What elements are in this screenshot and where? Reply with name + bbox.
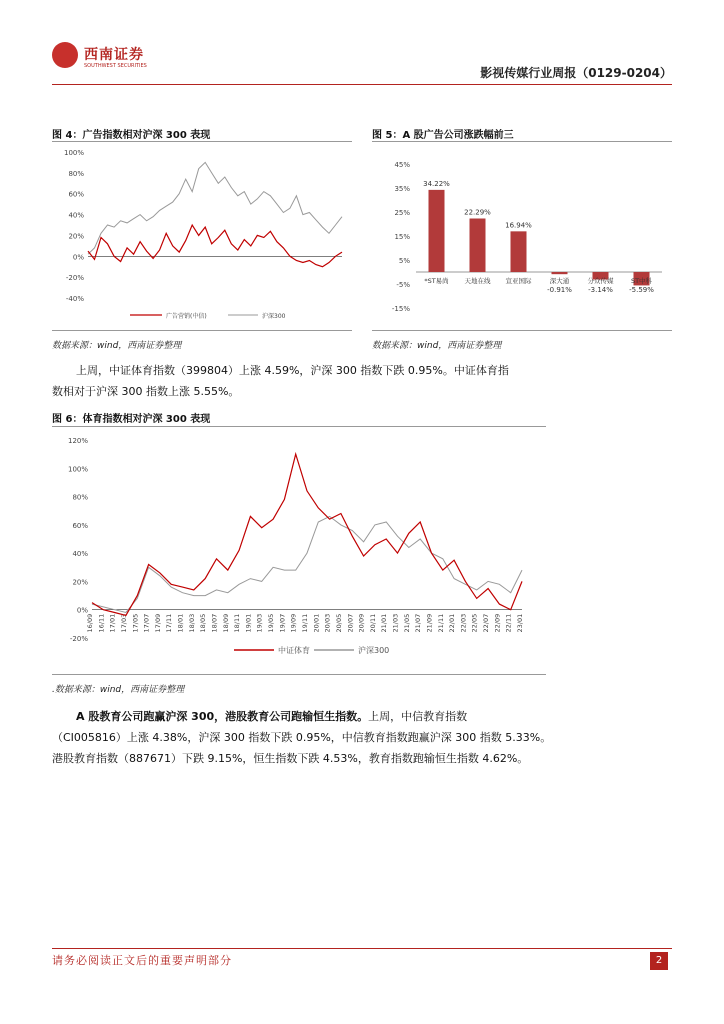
fig5-chart [372,150,672,325]
fig4-ytick-label: 60% [68,190,84,199]
para1-line1: 上周，中证体育指数（399804）上涨 4.59%，沪深 300 指数下跌 0.95%。中证体育指 [76,364,509,377]
fig6-top-rule [52,426,546,427]
fig6-xtick-label: 21/09 [425,613,434,633]
fig4-ytick-label: -40% [65,295,84,303]
fig4-y-ticks [64,149,84,303]
fig4-source: 数据来源：wind，西南证券整理 [52,341,182,351]
fig4-chart [52,144,352,329]
fig4-legend-hs300: 沪深300 [262,313,286,320]
fig6-xtick-label: 21/11 [436,613,445,633]
fig6-xtick-label: 17/09 [153,613,162,633]
fig5-bottom-rule [372,330,672,331]
fig5-category-label: ST中科 [630,277,653,285]
fig5-value-label: -5.59% [629,286,654,294]
fig6-xtick-label: 19/11 [301,613,309,633]
fig5-bar [552,272,568,274]
fig6-xtick-label: 17/01 [108,613,117,633]
fig6-xtick-label: 22/09 [493,613,502,633]
logo-en-text: SOUTHWEST SECURITIES [84,63,147,69]
fig5-bar [470,219,486,272]
fig6-xtick-label: 17/11 [165,613,174,633]
fig6-xtick-label: 22/01 [448,613,457,633]
fig4-ytick-label: 100% [63,149,84,157]
fig6-xtick-label: 19/09 [289,613,298,633]
fig6-chart [52,430,546,670]
para2-line1 [52,706,672,727]
fig6-xtick-label: 18/05 [199,613,208,633]
fig6-source: .数据来源：wind，西南证券整理 [52,685,185,695]
fig6-xtick-label: 20/09 [357,613,366,633]
fig6-xtick-label: 18/11 [233,613,242,633]
fig4-ytick-label: 40% [68,211,84,220]
fig5-category-label: *ST易尚 [424,277,449,285]
sports-index-paragraph [52,360,672,402]
fig5-bar [429,190,445,272]
fig5-category-label: 分众传媒 [587,277,614,285]
para2-bold-lead: A 股教育公司跑赢沪深 300，港股教育公司跑输恒生指数。 [76,710,369,723]
fig5-y-ticks [392,161,410,313]
fig6-xtick-label: 21/03 [391,613,400,633]
fig6-xtick-label: 22/05 [470,613,479,633]
fig6-xtick-label: 22/07 [482,613,491,633]
fig6-xtick-label: 16/11 [97,613,106,633]
fig5-category-label: 天地在线 [464,277,491,285]
logo-emblem-icon [52,42,78,68]
fig5-ytick-label: -5% [396,281,410,289]
fig5-bar [511,231,527,272]
fig6-xtick-label: 20/11 [368,613,377,633]
para2-line3: 港股教育指数（887671）下跌 9.15%，恒生指数下跌 4.53%，教育指数跑输恒生指数 4.62%。 [52,752,529,765]
para1-line2: 数相对于沪深 300 指数上涨 5.55%。 [52,385,240,398]
fig6-xtick-label: 17/03 [119,613,128,633]
fig6-xtick-label: 19/07 [278,613,287,633]
fig6-xtick-label: 17/05 [131,613,140,633]
fig5-ytick-label: 45% [394,161,410,169]
fig4-ytick-label: 80% [68,169,84,178]
para2-line2: （CI005816）上涨 4.38%，沪深 300 指数下跌 0.95%，中信教育指数跑赢沪深 300 指数 5.33%。 [52,731,552,744]
fig6-series-sports [92,454,522,615]
fig5-source: 数据来源：wind，西南证券整理 [372,341,502,351]
fig5-bars [423,180,654,294]
fig5-ytick-label: 5% [398,257,410,265]
fig6-xtick-label: 18/09 [221,613,230,633]
fig6-xtick-label: 21/05 [402,613,411,633]
fig6-ytick-label: 60% [72,521,88,530]
fig6-title: 图 6：体育指数相对沪深 300 表现 [52,414,211,425]
report-title: 影视传媒行业周报（0129-0204） [480,66,672,80]
fig5-category-label: 宣亚国际 [505,277,532,285]
fig6-xtick-label: 18/03 [187,613,196,633]
fig5-value-label: 34.22% [423,179,450,188]
fig5-ytick-label: 35% [394,185,410,193]
fig5-top-rule [372,141,672,142]
fig6-xtick-label: 20/01 [312,613,321,633]
fig6-xtick-label: 19/05 [267,613,276,633]
fig6-xtick-label: 20/05 [334,613,343,633]
fig6-xtick-label: 19/03 [255,613,264,633]
fig4-ytick-label: 20% [68,232,84,241]
fig6-ytick-label: 40% [72,550,88,559]
fig6-y-ticks [68,437,88,643]
fig5-value-label: -0.91% [547,286,572,294]
fig6-series-hs300 [92,516,522,612]
fig6-xtick-label: 16/09 [86,613,94,633]
fig5-ytick-label: -15% [391,305,410,313]
fig6-xtick-label: 19/01 [244,613,253,633]
fig6-legend-sports: 中证体育 [278,646,310,655]
fig5-value-label: 16.94% [505,221,532,230]
footer-divider [52,948,672,949]
fig6-x-ticks [86,614,524,633]
header-divider [52,84,672,85]
fig6-legend [234,645,389,655]
fig4-legend [130,312,286,320]
fig5-title: 图 5：A 股广告公司涨跌幅前三 [372,130,514,141]
company-logo [52,42,172,76]
fig6-xtick-label: 22/11 [504,613,513,633]
fig6-ytick-label: 120% [67,437,88,445]
fig6-xtick-label: 20/03 [323,613,332,633]
fig6-xtick-label: 18/07 [210,613,219,633]
fig6-xtick-label: 18/01 [176,613,185,633]
fig6-xtick-label: 17/07 [142,613,151,633]
para2-line1-rest: 上周，中信教育指数 [368,710,468,723]
fig5-ytick-label: 25% [394,209,410,217]
page-number: 2 [650,952,668,970]
fig4-ytick-label: 0% [72,253,84,262]
fig6-xtick-label: 22/03 [459,613,468,633]
fig6-bottom-rule [52,674,546,675]
logo-cn-text: 西南证券 [84,47,144,63]
fig6-xtick-label: 20/07 [346,613,355,633]
fig6-ytick-label: -20% [69,635,88,643]
footer-disclaimer: 请务必阅读正文后的重要声明部分 [52,954,232,967]
fig6-ytick-label: 80% [72,493,88,502]
fig6-xtick-label: 21/01 [380,613,389,633]
fig5-category-label: 深大通 [549,277,570,285]
fig4-series-ad [88,225,342,267]
fig6-xtick-label: 23/01 [516,613,524,633]
fig6-ytick-label: 20% [72,578,88,587]
fig4-title: 图 4：广告指数相对沪深 300 表现 [52,130,211,141]
fig5-ytick-label: 15% [394,233,410,241]
fig6-legend-hs300: 沪深300 [358,646,390,655]
fig4-top-rule [52,141,352,142]
fig6-ytick-label: 0% [76,606,88,615]
fig4-ytick-label: -20% [65,274,84,283]
fig4-legend-ad: 广告营销(中信) [166,313,207,320]
fig6-xtick-label: 21/07 [414,613,423,633]
fig5-value-label: -3.14% [588,286,613,294]
fig6-ytick-label: 100% [67,465,88,474]
fig4-bottom-rule [52,330,352,331]
fig5-value-label: 22.29% [464,208,491,217]
education-paragraph [52,706,672,769]
